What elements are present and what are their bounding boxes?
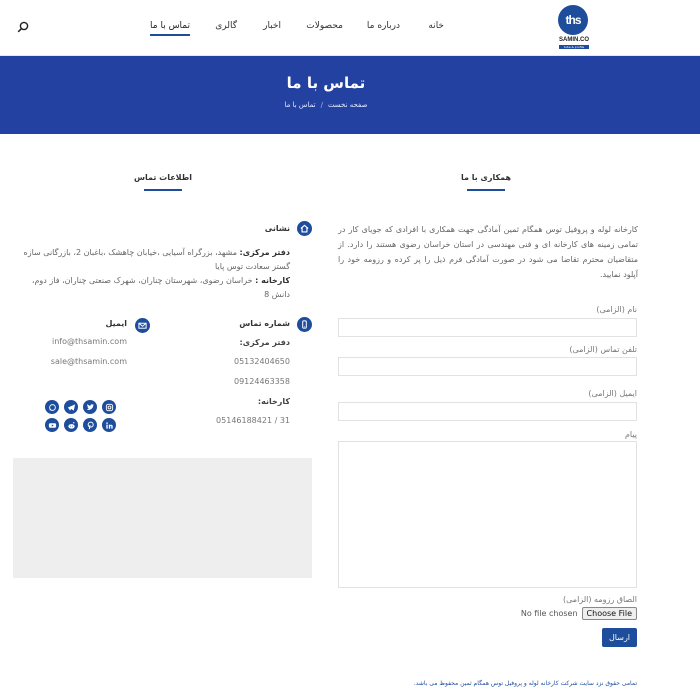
contact-info-heading xyxy=(128,173,198,191)
message-textarea[interactable] xyxy=(338,441,637,588)
copyright-text: تمامی حقوق نزد سایت شرکت کارخانه لوله و پروفیل توس همگام ثمین محفوظ می باشد. xyxy=(413,680,637,687)
name-label: نام (الزامی) xyxy=(596,305,637,314)
whatsapp-icon[interactable] xyxy=(45,400,59,414)
breadcrumb-current: تماس با ما xyxy=(284,101,316,109)
phone-label: تلفن تماس (الزامی) xyxy=(569,345,637,354)
choose-file-button[interactable]: Choose File xyxy=(582,607,637,620)
site-logo[interactable] xyxy=(553,5,593,49)
nav-item-gallery[interactable]: گالری xyxy=(215,21,237,31)
nav-item-home[interactable]: خانه xyxy=(428,21,444,31)
pinterest-icon[interactable] xyxy=(83,418,97,432)
phone-factory-label: کارخانه: xyxy=(257,397,290,406)
email-label: ایمیل (الزامی) xyxy=(588,389,637,398)
resume-label: الصاق رزومه (الزامی) xyxy=(563,595,637,604)
breadcrumb-separator: / xyxy=(320,101,323,109)
email-address-1[interactable]: info@thsamin.com xyxy=(52,337,127,346)
heading-underline xyxy=(144,189,182,191)
breadcrumb xyxy=(0,101,652,109)
search-icon[interactable] xyxy=(17,21,29,33)
resume-file-input[interactable] xyxy=(338,607,637,620)
reddit-icon[interactable] xyxy=(64,418,78,432)
cooperation-heading xyxy=(456,173,516,191)
email-icon xyxy=(135,318,150,333)
cooperation-intro: کارخانه لوله و پروفیل توس همگام ثمین آمادگی جهت همکاری با افرادی که جویای کار در تمامی زمینه های کارخانه ای و فنی مهندسی در استان خراسان رضوی هستند را دارد. از متقاضیان محترم تقاضا می شود در صورت آمادگی فرم ذیل را پر کرده و رزومه خود را آپلود نمایید. xyxy=(338,225,638,279)
phone-heading: شماره تماس xyxy=(239,319,290,328)
contact-info-heading-text: اطلاعات تماس xyxy=(133,173,193,182)
address-text xyxy=(13,246,290,302)
submit-button[interactable]: ارسال xyxy=(602,628,637,647)
cooperation-heading-text: همکاری با ما xyxy=(460,173,512,182)
telegram-icon[interactable] xyxy=(64,400,78,414)
breadcrumb-home[interactable]: صفحه نخست xyxy=(327,101,368,109)
phone-factory[interactable]: 05146188421 / 31 xyxy=(216,416,290,425)
location-map[interactable] xyxy=(13,458,312,578)
linkedin-icon[interactable] xyxy=(102,418,116,432)
home-icon xyxy=(297,221,312,236)
nav-item-news[interactable]: اخبار xyxy=(263,21,281,31)
file-status: No file chosen xyxy=(520,609,578,618)
nav-item-about[interactable]: درباره ما xyxy=(366,21,400,31)
name-input[interactable] xyxy=(338,318,637,337)
page-banner xyxy=(0,56,700,134)
logo-tagline: tube & profile xyxy=(559,45,589,49)
heading-underline xyxy=(467,189,505,191)
office-address: مشهد، بزرگراه آسیایی ،خیابان چاهشک ،باغبان 2، بازرگانی سازه گستر سعادت توس پایا xyxy=(23,248,290,271)
youtube-icon[interactable] xyxy=(45,418,59,432)
site-header xyxy=(0,0,700,56)
logo-brand: SAMIN.CO xyxy=(559,37,589,43)
phone-office-label: دفتر مرکزی: xyxy=(239,338,290,347)
phone-icon xyxy=(297,317,312,332)
phone-office-1[interactable]: 05132404650 xyxy=(234,357,290,366)
twitter-icon[interactable] xyxy=(83,400,97,414)
logo-mark: ths xyxy=(558,5,588,35)
office-address-label: دفتر مرکزی: xyxy=(239,248,290,257)
address-heading: نشانی xyxy=(264,224,290,233)
factory-address: خراسان رضوی، شهرستان چناران، شهرک صنعتی چناران، فاز دوم، دانش 8 xyxy=(31,276,290,299)
nav-item-contact[interactable]: تماس با ما xyxy=(150,21,190,36)
phone-office-2[interactable]: 09124463358 xyxy=(234,377,290,386)
nav-item-products[interactable]: محصولات xyxy=(306,21,343,31)
phone-input[interactable] xyxy=(338,357,637,376)
page-title: تماس با ما xyxy=(286,74,366,92)
message-label: پیام xyxy=(624,430,637,439)
instagram-icon[interactable] xyxy=(102,400,116,414)
email-heading: ایمیل xyxy=(105,319,127,328)
email-input[interactable] xyxy=(338,402,637,421)
factory-address-label: کارخانه : xyxy=(255,276,290,285)
email-address-2[interactable]: sale@thsamin.com xyxy=(50,357,127,366)
